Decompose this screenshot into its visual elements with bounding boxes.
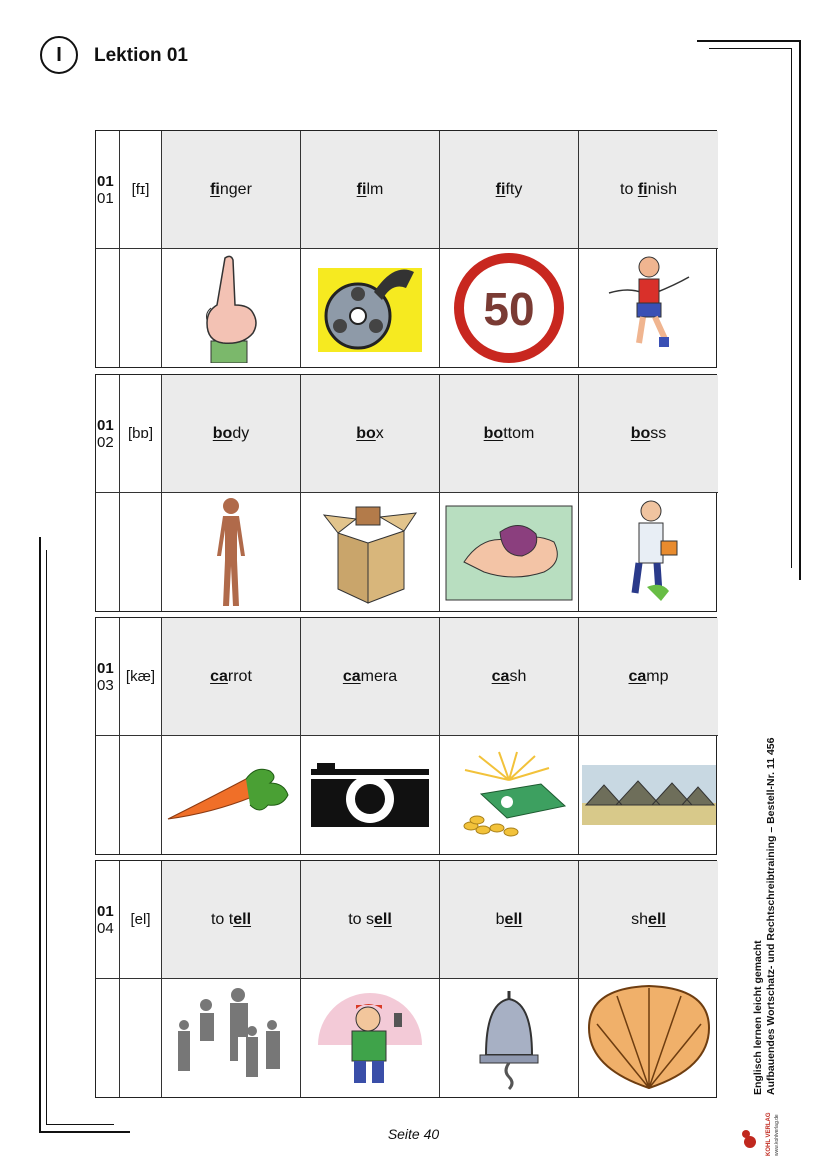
word-highlight: ca [491, 667, 510, 685]
word-highlight: bo [630, 424, 651, 442]
section-badge-letter: I [56, 43, 62, 66]
word-highlight: bo [356, 424, 376, 442]
lesson-number [96, 375, 120, 493]
word-prefix: b [495, 910, 505, 928]
lesson-sub: 04 [97, 919, 114, 937]
publisher-name: KOHL VERLAG [766, 1112, 772, 1156]
lesson-block-01 [95, 130, 717, 368]
empty-cell [96, 736, 120, 854]
word-highlight: ca [210, 667, 228, 685]
lesson-id: 01 [97, 659, 114, 677]
camera-illustration [301, 736, 440, 854]
lesson-number [96, 861, 120, 979]
empty-cell [120, 979, 162, 1097]
word-highlight: fi [210, 180, 220, 198]
boss-illustration [579, 493, 718, 611]
sidebar-vertical-text [752, 615, 778, 1095]
lesson-sub: 03 [97, 676, 114, 694]
word-cell [440, 375, 579, 493]
word-cell [301, 861, 440, 979]
word-highlight: fi [495, 180, 506, 198]
phonetic-label: [el] [120, 861, 162, 979]
word-prefix: to [620, 180, 638, 198]
finish-illustration [579, 249, 718, 367]
word-suffix: fty [505, 180, 523, 198]
sidebar-line-1: Englisch lernen leicht gemacht [752, 940, 764, 1095]
page-number: Seite 40 [387, 1126, 440, 1142]
word-cell [579, 861, 718, 979]
word-highlight: ell [504, 910, 523, 928]
empty-cell [96, 493, 120, 611]
word-cell [301, 131, 440, 249]
word-prefix: sh [631, 910, 649, 928]
svg-text:50: 50 [483, 283, 535, 335]
lesson-number [96, 131, 120, 249]
lesson-sub: 01 [97, 189, 114, 207]
lesson-sub: 02 [97, 433, 114, 451]
sidebar-line-2: Aufbauendes Wortschatz- und Rechtschreibtraining – Bestell-Nr. 11 456 [765, 737, 777, 1095]
bottom-illustration [440, 493, 579, 611]
lesson-number [96, 618, 120, 736]
page-title: Lektion 01 [94, 45, 188, 66]
word-suffix: dy [232, 424, 250, 442]
phonetic-label: [bɒ] [120, 375, 162, 493]
empty-cell [120, 249, 162, 367]
body-illustration [162, 493, 301, 611]
lesson-id: 01 [97, 172, 114, 190]
word-suffix: mera [360, 667, 398, 685]
word-highlight: ca [342, 667, 361, 685]
word-highlight: ell [648, 910, 666, 928]
lesson-id: 01 [97, 416, 114, 434]
cash-illustration [440, 736, 579, 854]
word-cell [440, 131, 579, 249]
word-cell [162, 131, 301, 249]
sell-illustration [301, 979, 440, 1097]
word-prefix: to s [348, 910, 374, 928]
empty-cell [120, 736, 162, 854]
word-highlight: ca [628, 667, 647, 685]
word-prefix: to t [210, 910, 234, 928]
word-highlight: fi [637, 180, 648, 198]
word-suffix: ttom [503, 424, 535, 442]
section-badge [40, 36, 78, 74]
word-suffix: nger [219, 180, 252, 198]
film-illustration [301, 249, 440, 367]
shell-illustration [579, 979, 718, 1097]
word-cell [301, 375, 440, 493]
word-cell [579, 131, 718, 249]
word-cell [301, 618, 440, 736]
word-suffix: ss [650, 424, 667, 442]
phonetic-label: [fɪ] [120, 131, 162, 249]
word-cell [162, 618, 301, 736]
word-highlight: bo [212, 424, 233, 442]
word-cell [162, 861, 301, 979]
word-suffix: nish [647, 180, 677, 198]
word-highlight: bo [483, 424, 504, 442]
carrot-illustration [162, 736, 301, 854]
word-cell [162, 375, 301, 493]
phonetic-label: [kæ] [120, 618, 162, 736]
word-cell [579, 618, 718, 736]
lesson-block-04 [95, 860, 717, 1098]
empty-cell [96, 249, 120, 367]
finger-illustration [162, 249, 301, 367]
bell-illustration [440, 979, 579, 1097]
word-highlight: fi [356, 180, 367, 198]
word-cell [440, 861, 579, 979]
lesson-block-02 [95, 374, 717, 612]
camp-illustration [579, 736, 718, 854]
empty-cell [96, 979, 120, 1097]
word-suffix: rrot [227, 667, 252, 685]
word-cell [579, 375, 718, 493]
lesson-block-03 [95, 617, 717, 855]
box-illustration [301, 493, 440, 611]
fifty-illustration [440, 249, 579, 367]
word-suffix: sh [509, 667, 527, 685]
lesson-id: 01 [97, 902, 114, 920]
tell-illustration [162, 979, 301, 1097]
word-cell [440, 618, 579, 736]
word-suffix: x [375, 424, 384, 442]
publisher-url: www.kohlverlag.de [774, 1114, 780, 1156]
empty-cell [120, 493, 162, 611]
word-suffix: mp [646, 667, 669, 685]
word-suffix: lm [366, 180, 384, 198]
word-highlight: ell [233, 910, 252, 928]
word-highlight: ell [374, 910, 392, 928]
